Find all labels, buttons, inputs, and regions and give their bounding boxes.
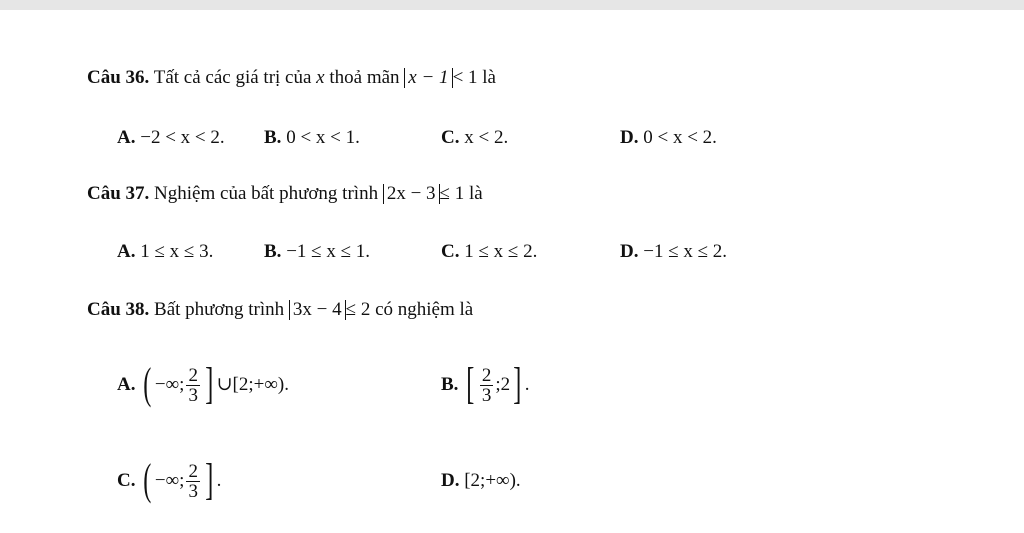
numerator: 2 (481, 365, 492, 387)
option-letter: C. (117, 470, 136, 491)
option-letter: D. (620, 127, 639, 148)
question-label: Câu 36. (87, 67, 150, 88)
option-letter: C. (441, 127, 460, 148)
option-letter: B. (264, 241, 282, 262)
option-c[interactable] (441, 240, 537, 264)
numerator: 2 (188, 461, 198, 483)
option-expression: [2;+∞). (464, 470, 521, 491)
inequality-rhs: ≤ 1 (439, 183, 465, 204)
question-text: Tất cả các giá trị của (153, 67, 312, 88)
option-letter: B. (264, 127, 282, 148)
interval-end: ∪[2;+∞). (216, 374, 289, 395)
top-border (0, 0, 1024, 10)
absolute-value-expression: 2x − 3 (383, 184, 440, 204)
question-end: là (468, 183, 483, 204)
denominator: 3 (188, 385, 198, 407)
option-b[interactable] (264, 126, 360, 150)
option-letter: C. (441, 241, 460, 262)
absolute-value-expression: 3x − 4 (289, 300, 346, 320)
option-expression: −1 ≤ x ≤ 1. (286, 241, 371, 262)
right-bracket: ] (205, 358, 214, 408)
interval-start: −∞; (154, 374, 185, 395)
fraction (186, 366, 200, 405)
option-d[interactable] (620, 126, 717, 150)
numerator: 2 (188, 365, 198, 387)
option-a[interactable] (117, 240, 213, 264)
question-38 (87, 298, 473, 322)
interval-end: . (216, 470, 222, 491)
denominator: 3 (188, 481, 198, 503)
absolute-value-expression: x − 1 (404, 68, 452, 88)
right-bracket: ] (205, 454, 214, 504)
question-text-2: thoả mãn (329, 67, 400, 88)
right-bracket: ] (513, 358, 522, 408)
fraction (186, 462, 200, 501)
option-expression: 1 ≤ x ≤ 3. (140, 241, 214, 262)
option-a[interactable] (117, 350, 289, 420)
left-paren: ( (143, 454, 152, 504)
option-expression: 1 ≤ x ≤ 2. (464, 241, 538, 262)
question-end: có nghiệm là (375, 299, 474, 320)
question-end: là (482, 67, 496, 88)
fraction (480, 366, 494, 405)
option-expression: x < 2. (464, 127, 509, 148)
question-37 (87, 182, 483, 206)
question-label: Câu 37. (87, 183, 150, 204)
option-c[interactable] (117, 446, 221, 516)
option-d[interactable] (620, 240, 727, 264)
option-letter: D. (620, 241, 639, 262)
left-bracket: [ (466, 358, 475, 408)
interval-end: ;2 (495, 374, 511, 395)
inequality-rhs: ≤ 2 (345, 299, 371, 320)
inequality-rhs: < 1 (452, 67, 478, 88)
question-36 (87, 66, 496, 90)
option-letter: A. (117, 374, 136, 395)
option-letter: A. (117, 241, 136, 262)
denominator: 3 (481, 385, 492, 407)
question-text: Nghiệm của bất phương trình (154, 183, 379, 204)
question-label: Câu 38. (87, 299, 150, 320)
option-letter: D. (441, 470, 460, 491)
option-expression: −1 ≤ x ≤ 2. (643, 241, 728, 262)
question-text: Bất phương trình (154, 299, 285, 320)
option-expression: −2 < x < 2. (140, 127, 225, 148)
option-b[interactable]: B. [ $\frac{2}{3}$ ;2] . (441, 358, 530, 408)
option-letter: A. (117, 127, 136, 148)
option-d[interactable] (441, 446, 521, 516)
variable: x (316, 67, 325, 88)
option-b[interactable] (264, 240, 370, 264)
left-paren: ( (143, 358, 152, 408)
option-a[interactable] (117, 126, 225, 150)
option-c[interactable] (441, 126, 508, 150)
option-expression: 0 < x < 2. (643, 127, 717, 148)
option-expression: 0 < x < 1. (286, 127, 360, 148)
option-letter: B. (441, 374, 459, 395)
interval-start: −∞; (154, 470, 185, 491)
